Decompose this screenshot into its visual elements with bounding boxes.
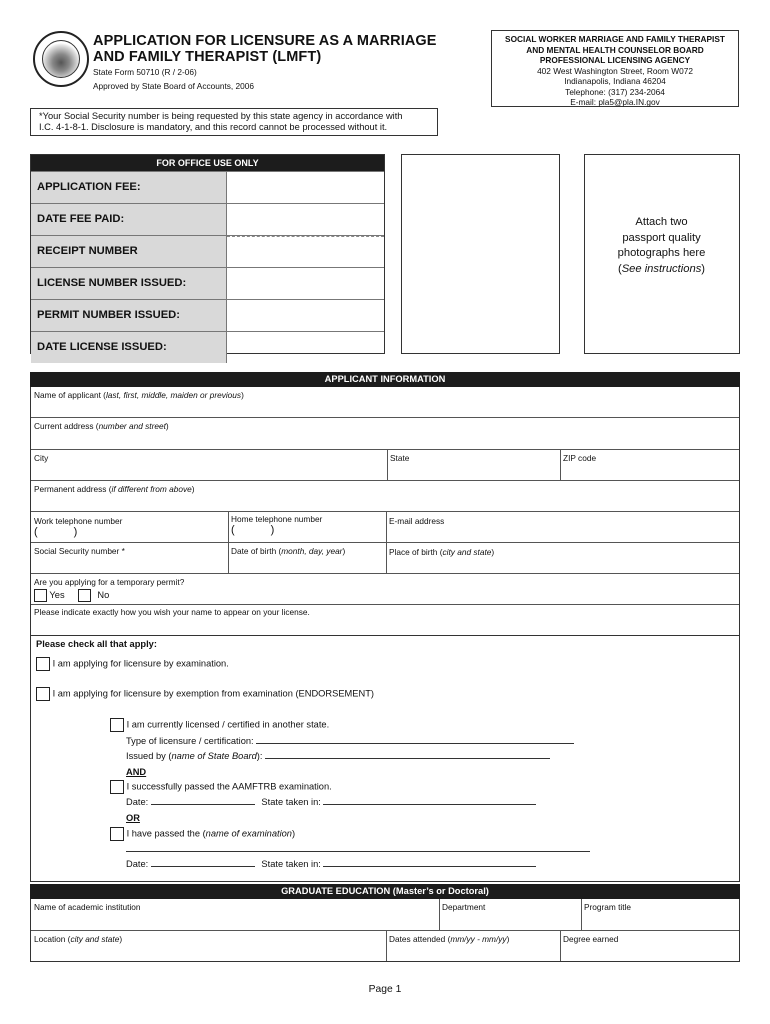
field-label-end: ) [506, 934, 510, 944]
photo-attachment-area[interactable] [401, 154, 740, 354]
place-of-birth-field[interactable] [386, 544, 739, 573]
paren-open: ( [231, 524, 235, 536]
field-label: Permanent address ( [34, 484, 112, 494]
applicant-info-grid [30, 387, 740, 636]
exemption-label: I am applying for licensure by exemption from examination (ENDORSEMENT) [52, 688, 374, 699]
field-label-italic: mm/yy - mm/yy [450, 934, 507, 944]
no-label: No [97, 589, 110, 600]
paren-open: ( [617, 262, 622, 275]
photo-text-2: passport quality [622, 231, 701, 244]
field-label: City [34, 453, 49, 463]
title-line-2: AND FAMILY THERAPIST (LMFT) [93, 49, 322, 65]
photo-text-3: photographs here [617, 247, 706, 259]
academic-institution-field[interactable] [31, 899, 439, 930]
field-label: Degree earned [563, 934, 619, 944]
field-label: Are you applying for a temporary permit? [34, 577, 185, 587]
field-label-italic: city and state [70, 934, 120, 944]
state-taken-label: State taken in: [261, 797, 321, 807]
aamftrb-state-line[interactable] [323, 804, 536, 805]
aamftrb-label: I successfully passed the AAMFTRB examination. [126, 781, 332, 792]
field-label-end: ) [291, 828, 296, 839]
licensed-other-state-label: I am currently licensed / certified in another state. [126, 719, 330, 730]
office-label: DATE FEE PAID: [31, 204, 227, 235]
office-use-box [30, 154, 385, 354]
agency-address: 402 West Washington Street, Room W072 [537, 65, 693, 76]
date-fee-paid-field[interactable] [227, 204, 384, 235]
exam-label: I am applying for licensure by examination. [52, 658, 229, 669]
date-label: Date: [126, 797, 149, 807]
field-label: E-mail address [389, 516, 445, 526]
aamftrb-date-line[interactable] [151, 804, 255, 805]
field-label-end: ) [342, 546, 346, 556]
photo-divider [559, 154, 585, 354]
field-label-italic: if different from above [111, 484, 192, 494]
office-row-date-license-issued [31, 331, 384, 363]
area-code-parens [231, 524, 383, 536]
agency-box [491, 30, 739, 107]
office-row-receipt-number [31, 235, 384, 267]
field-label: Name of applicant ( [34, 390, 106, 400]
field-label-end: ) [241, 390, 244, 400]
city-field[interactable] [31, 450, 387, 480]
agency-email: E-mail: pla5@pla.IN.gov [570, 97, 660, 107]
field-label: Work telephone number [34, 516, 123, 526]
field-label: Home telephone number [231, 514, 323, 524]
program-title-field[interactable] [581, 899, 739, 930]
office-use-header: FOR OFFICE USE ONLY [31, 155, 384, 171]
state-seal-logo [33, 31, 89, 87]
field-label-italic: last, first, middle, maiden or previous [105, 390, 242, 400]
office-row-application-fee [31, 171, 384, 203]
photo-text-1: Attach two [635, 216, 688, 228]
license-number-field[interactable] [227, 268, 384, 299]
yes-no-options [34, 589, 728, 602]
paren-close: ) [270, 524, 275, 536]
exam-name-line[interactable] [126, 851, 590, 852]
exam-checkbox[interactable] [36, 657, 50, 671]
other-exam-date-line[interactable] [151, 866, 255, 867]
field-label-italic: name of examination [205, 828, 292, 839]
department-field[interactable] [439, 899, 581, 930]
agency-phone: Telephone: (317) 234-2064 [565, 86, 665, 97]
issued-by-field[interactable] [126, 751, 550, 761]
form-title [93, 33, 437, 65]
email-address-field[interactable] [386, 513, 739, 542]
office-label: APPLICATION FEE: [31, 172, 227, 203]
field-label: Type of licensure / certification: [126, 736, 254, 746]
state-field[interactable] [387, 450, 560, 480]
name-of-applicant-field[interactable] [31, 387, 731, 417]
zip-code-field[interactable] [560, 450, 739, 480]
page-number: Page 1 [368, 984, 402, 995]
licensure-type-field[interactable] [126, 736, 574, 746]
issued-by-line[interactable] [265, 758, 550, 759]
field-label: Department [442, 902, 486, 912]
agency-line-2: AND MENTAL HEALTH COUNSELOR BOARD [526, 44, 704, 55]
ssn-disclosure-note [30, 108, 438, 136]
other-exam-date-row [126, 859, 536, 869]
field-label-italic: number and street [98, 421, 166, 431]
graduate-education-header: GRADUATE EDUCATION (Master’s or Doctoral) [30, 884, 740, 899]
licensed-other-state-checkbox[interactable] [110, 718, 124, 732]
location-field[interactable] [31, 931, 386, 961]
exemption-checkbox[interactable] [36, 687, 50, 701]
licensed-other-state-option [110, 718, 329, 732]
field-label: Name of academic institution [34, 902, 141, 912]
check-all-heading: Please check all that apply: [36, 639, 157, 649]
field-label: Program title [584, 902, 632, 912]
field-label: ZIP code [563, 453, 597, 463]
date-license-issued-field[interactable] [227, 332, 384, 363]
receipt-number-field[interactable] [227, 236, 384, 267]
date-of-birth-field[interactable] [228, 543, 386, 573]
approval-note: Approved by State Board of Accounts, 2006 [93, 81, 254, 91]
field-label: Social Security number * [34, 546, 125, 556]
ssn-note-line-2: I.C. 4-1-8-1. Disclosure is mandatory, and this record cannot be processed without it. [39, 122, 388, 132]
name-on-license-field[interactable] [31, 604, 731, 635]
field-label: Please indicate exactly how you wish your name to appear on your license. [34, 607, 310, 617]
field-label-end: ) [165, 421, 169, 431]
ssn-note-line-1: *Your Social Security number is being requested by this state agency in accordance with [39, 111, 403, 121]
licensure-type-section [30, 636, 740, 882]
field-label-italic: name of State Board [171, 751, 257, 761]
agency-line-3: PROFESSIONAL LICENSING AGENCY [539, 55, 691, 65]
dates-attended-field[interactable] [386, 931, 560, 961]
permit-number-field[interactable] [227, 300, 384, 331]
paren-close: ) [701, 262, 706, 275]
other-exam-checkbox[interactable] [110, 827, 124, 841]
field-label-italic: city and state [442, 547, 492, 557]
other-exam-label: I have passed the ( [126, 828, 206, 839]
office-label: LICENSE NUMBER ISSUED: [31, 268, 227, 299]
state-taken-label: State taken in: [261, 859, 321, 869]
office-row-permit-number [31, 299, 384, 331]
temporary-permit-question [31, 574, 731, 604]
aamftrb-date-row [126, 797, 536, 807]
office-label: RECEIPT NUMBER [31, 236, 227, 267]
agency-line-1: SOCIAL WORKER MARRIAGE AND FAMILY THERAPIST [505, 34, 725, 44]
and-label: AND [126, 767, 147, 777]
see-instructions-text: See instructions [621, 262, 702, 275]
field-label-end: ) [119, 934, 123, 944]
work-telephone-field[interactable] [31, 513, 228, 542]
field-label: Current address ( [34, 421, 99, 431]
licensure-type-line[interactable] [256, 743, 574, 744]
area-code-parens [34, 526, 225, 538]
date-label: Date: [126, 859, 149, 869]
field-label: Issued by ( [126, 751, 172, 761]
field-label: Place of birth ( [389, 547, 443, 557]
application-fee-field[interactable] [227, 172, 384, 203]
or-label: OR [126, 813, 140, 823]
field-label-italic: month, day, year [281, 546, 343, 556]
aamftrb-option [110, 780, 332, 794]
field-label: State [390, 453, 410, 463]
office-label: PERMIT NUMBER ISSUED: [31, 300, 227, 331]
state-form-number: State Form 50710 (R / 2-06) [93, 67, 197, 77]
field-label-end: ) [491, 547, 495, 557]
current-address-field[interactable] [31, 418, 731, 448]
field-label: Dates attended ( [389, 934, 451, 944]
field-label-end: ): [256, 751, 263, 761]
office-row-date-fee-paid [31, 203, 384, 235]
no-checkbox[interactable] [78, 589, 91, 602]
agency-city: Indianapolis, Indiana 46204 [564, 76, 666, 86]
permanent-address-field[interactable] [31, 481, 731, 511]
field-label: Date of birth ( [231, 546, 282, 556]
aamftrb-checkbox[interactable] [110, 780, 124, 794]
social-security-field[interactable] [31, 543, 228, 573]
home-telephone-field[interactable] [228, 511, 386, 542]
graduate-education-grid [30, 899, 740, 962]
applicant-info-header: APPLICANT INFORMATION [30, 372, 740, 387]
other-exam-option [110, 827, 295, 841]
exemption-option [36, 687, 374, 701]
title-line-1: APPLICATION FOR LICENSURE AS A MARRIAGE [93, 33, 437, 49]
photo-text-4 [583, 262, 740, 278]
seal-emblem-icon [42, 40, 80, 78]
degree-earned-field[interactable] [560, 931, 739, 961]
office-label: DATE LICENSE ISSUED: [31, 332, 227, 363]
yes-label: Yes [49, 589, 65, 600]
photo-instructions [583, 215, 740, 277]
paren-open: ( [34, 526, 38, 538]
office-row-license-number [31, 267, 384, 299]
field-label: Location ( [34, 934, 71, 944]
other-exam-state-line[interactable] [323, 866, 536, 867]
field-label-end: ) [191, 484, 195, 494]
paren-close: ) [73, 526, 78, 538]
yes-checkbox[interactable] [34, 589, 47, 602]
exam-option [36, 657, 229, 671]
